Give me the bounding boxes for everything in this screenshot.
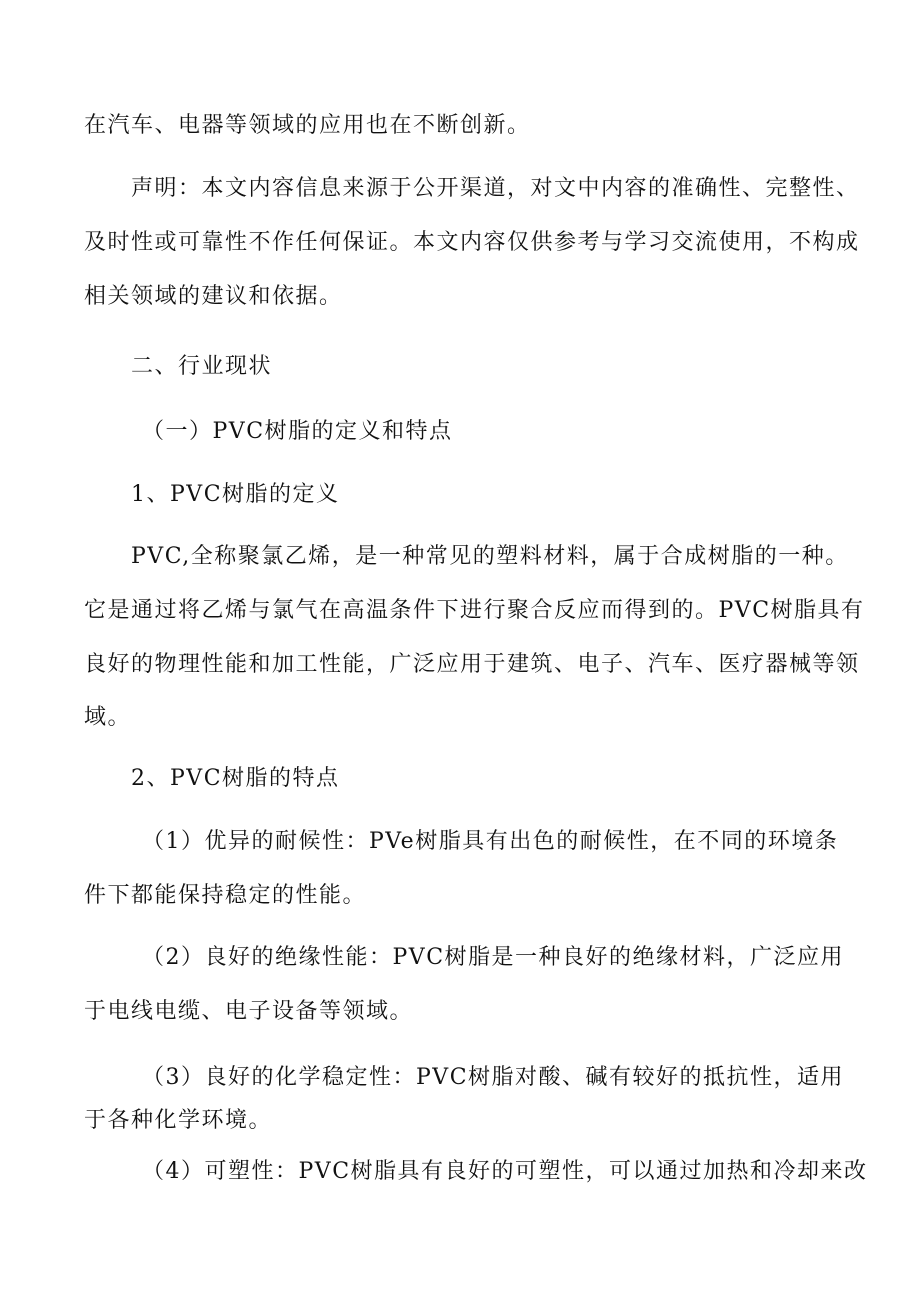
feature-3-line-1: （3）良好的化学稳定性：PVC树脂对酸、碱有较好的抵抗性，适用 [142,1065,845,1090]
disclaimer-line-3: 相关领域的建议和依据。 [84,284,343,309]
feature-1-line-2: 件下都能保持稳定的性能。 [84,883,367,908]
definition-line-4: 域。 [84,705,132,730]
paragraph-line-1: 在汽车、电器等领域的应用也在不断创新。 [84,113,531,138]
item-heading-definition: 1、PVC树脂的定义 [131,482,340,507]
feature-4-line-1: （4）可塑性：PVC树脂具有良好的可塑性，可以通过加热和冷却来改 [142,1159,868,1184]
feature-3-line-2: 于各种化学环境。 [84,1108,273,1133]
subsection-heading: （一）PVC树脂的定义和特点 [142,419,453,444]
definition-line-2: 它是通过将乙烯与氯气在高温条件下进行聚合反应而得到的。PVC树脂具有 [84,598,865,623]
feature-2-line-2: 于电线电缆、电子设备等领域。 [84,999,414,1024]
feature-1-line-1: （1）优异的耐候性：PVe树脂具有出色的耐候性，在不同的环境条 [142,829,839,854]
definition-line-3: 良好的物理性能和加工性能，广泛应用于建筑、电子、汽车、医疗器械等领 [84,652,860,677]
item-heading-features: 2、PVC树脂的特点 [131,766,340,791]
definition-line-1: PVC,全称聚氯乙烯，是一种常见的塑料材料，属于合成树脂的一种。 [131,544,849,569]
disclaimer-line-1: 声明：本文内容信息来源于公开渠道，对文中内容的准确性、完整性、 [131,176,860,201]
disclaimer-line-2: 及时性或可靠性不作任何保证。本文内容仅供参考与学习交流使用，不构成 [84,230,860,255]
section-heading: 二、行业现状 [131,354,273,379]
feature-2-line-1: （2）良好的绝缘性能：PVC树脂是一种良好的绝缘材料，广泛应用 [142,945,845,970]
